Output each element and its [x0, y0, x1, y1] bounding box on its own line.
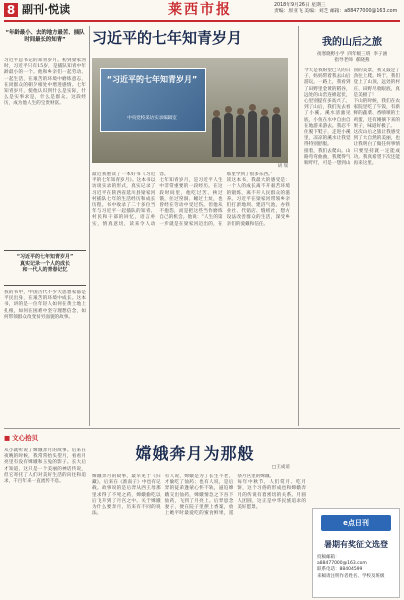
- right-column-body: 今天是我盼望已久的日子，妈妈带着我去山后游玩。一路上，我看到了田野里金黄的稻谷，远处的山峦连绵起伏，心里别提有多高兴了。 到了山后，我们先去看了小溪。溪水清澈见底，小鱼在水中自由自在地游来游去。我忍不住脱下鞋子，走进小溪里，凉凉的溪水让我觉得特别舒服。 接着，我们去爬山。山路弯弯曲曲，我爬得气喘吁吁，可是一想到山顶的美景，我又鼓足了劲往上爬。终于，我们登上了山顶，远处的村庄、田野尽收眼底，真是美极了！ 下山的时候，我们在农家院里吃了午饭，有新鲜的蔬菜、香喷喷的土鸡蛋，还有刚摘下来的果子，味道好极了。 这次山后之旅让我感受到了大自然的美丽，也让我明白了做任何事情只要坚持就一定能成功。我真希望下次还能再来这里。: [304, 68, 400, 167]
- pull-quote: “习近平的七年知青岁月” 真实记录一个人的成长 和一代人的青春记忆: [4, 250, 86, 286]
- column-divider: [298, 26, 299, 426]
- person-figure: [260, 116, 269, 157]
- section-title: 副刊·悦读: [22, 3, 71, 16]
- lower-article-body: 嫦娥奔月的故事，最早见于《归藏》，后来在《淮南子》中也有记载。故事说的是后羿从西王母那里求得了不死之药，嫦娥偷吃以后飞升到了月宫之中。关于嫦娥为什么要奔月，历来有不同的说法。 有人说，嫦娥是为了长生不老，才偷吃了仙药；也有人说，是后羿的徒弟逢蒙心怀不轨，逼迫嫦娥交出仙药，嫦娥情急之下吞下仙药，飞到了月亮上。后羿思念妻子，便在院子里摆上香案，放上她平时最爱吃的蜜食鲜果，遥祭月宫里的嫦娥。 每年中秋节，人们赏月、吃月饼，这个习俗的形成也和嫦娥奔月的传说有着密切的关系。月圆人团圆，这正是中华民族追求的美好愿景。: [92, 474, 306, 517]
- lower-article-title: 嫦娥奔月为那般: [135, 444, 255, 463]
- wenxin-body: 从小就听说了嫦娥奔月的故事。后来在夜晚的时候，我常常抬头望月，看看月亮里有没有嫦娥和玉兔的影子。长大后才知道，这只是一个美丽的神话传说，但它寄托了人们对美好生活的向往和追求，千百年来一直流传不息。: [4, 448, 86, 485]
- right-column-byline: 夜寒晓野小学 四年级三班 李子涵 指导老师 郝晓燕: [316, 52, 388, 63]
- person-figure: [272, 114, 281, 157]
- lead-column-body: 习近平总书记的知青岁月。初到梁家河时，习近平只有15岁，是插队知青中年龄最小的一个。他和乡亲们一起劳动、一起生活，在艰苦的环境中磨炼意志，在同群众的朝夕相处中增进感情。七年知青岁月，使他认识到什么是实际，什么是实事求是，什么是群众。这段经历，成为他人生的宝贵财富。: [4, 58, 86, 107]
- ad-title: 暑期有奖征文选登: [324, 540, 388, 549]
- wenxin-section-label: ■ 文心拾贝: [4, 432, 94, 444]
- column-divider: [89, 26, 90, 426]
- header-date: 2018年9月26日 星期三: [274, 3, 326, 8]
- header-editors: 责编：原亚飞 美编：刘芝 邮箱：a88477000@163.com: [274, 9, 398, 14]
- main-article-body: 最近我重读了一本好书《习近平的七年知青岁月》。这本书以访谈实录的形式，真实记录了习近平在陕西省延川县梁家河村插队七年的生活经历和成长历程。书中收录了二十多位当年与习近平一起插队的知青、村民和干部的回忆，语言朴实，情真意切，读来令人动容。 七年知青岁月，是习近平人生中非常重要的一段经历。在这段时间里，他吃过苦、挨过饿，住过窑洞、睡过土炕，也曾经在劳动中受过伤。但他从不抱怨，而是把这些当作磨炼自己的机会。他说：“人生的第一步就是在梁家河迈出的，在那里学到了很多东西。” 读这本书，我最大的感受是：一个人的成长离不开艰苦环境的锻炼，离不开人民群众的滋养。习近平在梁家河带领乡亲们打淤地坝、建沼气池、办铁业社、代销店、缝纫社，想方设法改善群众的生活，深受乡亲们的爱戴和信任。: [92, 172, 290, 227]
- submission-ad-box: [312, 508, 400, 598]
- main-article-byline: 胡 瑞: [277, 164, 288, 169]
- newspaper-masthead: 莱西市报: [168, 2, 232, 18]
- header-rule: [4, 20, 400, 22]
- page-number: 8: [4, 3, 18, 17]
- lower-article-byline: □王成谊: [271, 465, 290, 470]
- main-article-title: 习近平的七年知青岁月: [92, 29, 243, 47]
- lead-column-title: “年龄最小、去的地方最苦、插队时间最长的知青”: [5, 30, 85, 43]
- lead-column-body-2: 我的书中，中国古代不少大思想家都是平民出身，在艰苦的环境中成长。这本书，讲的是一位年轻人如何在黄土地上扎根，如何在困难中坚守理想信念，如何带领群众改变贫穷面貌的故事。: [4, 290, 86, 320]
- person-figure: [212, 117, 221, 157]
- right-column-title: 我的山后之旅: [322, 37, 382, 48]
- person-figure: [236, 115, 245, 157]
- ad-text: 投稿邮箱： a88477000@163.com 联系电话：88404599 来稿请注明作者姓名、学校及班级: [317, 555, 385, 579]
- book-event-photo: [92, 58, 288, 163]
- book-cover-title: “习近平的七年知青岁月”: [106, 75, 198, 84]
- person-figure: [224, 113, 233, 157]
- book-cover-author: 中央党校采访实录编辑室: [127, 116, 177, 121]
- header-meta: [274, 3, 400, 15]
- person-figure: [248, 111, 257, 157]
- ad-logo: e点日刊: [321, 515, 391, 531]
- section-divider: [4, 428, 400, 429]
